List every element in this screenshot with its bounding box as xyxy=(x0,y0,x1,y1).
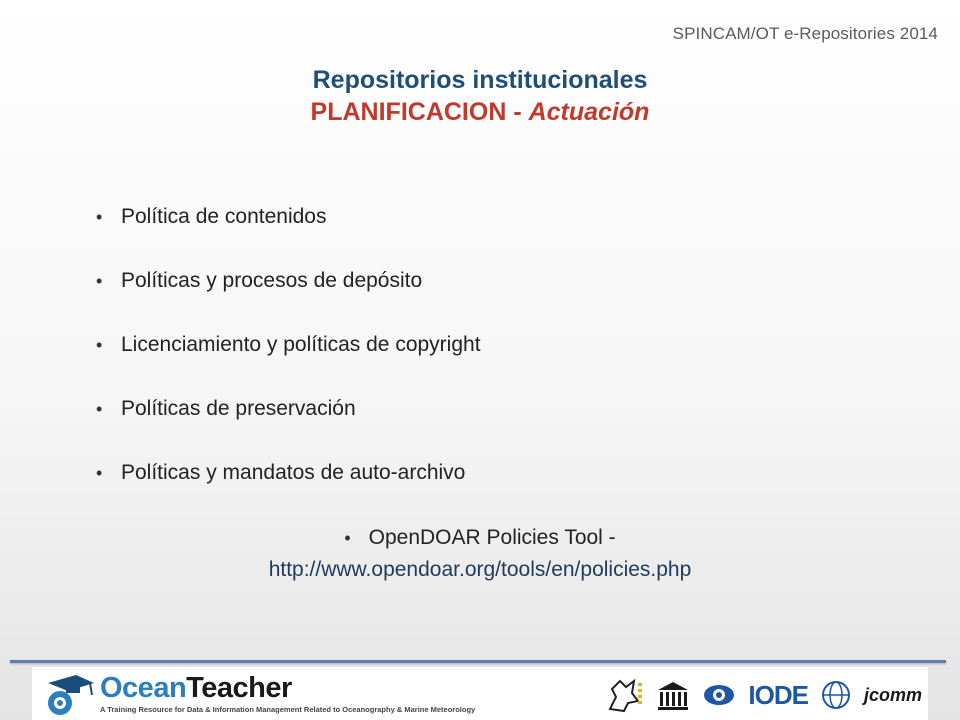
bullet-text: Políticas de preservación xyxy=(121,397,356,420)
page-subtitle xyxy=(0,96,960,128)
list-item xyxy=(96,200,481,264)
bullet-text: Políticas y procesos de depósito xyxy=(121,269,423,292)
flanders-lion-icon xyxy=(604,675,644,715)
subtitle-prefix: PLANIFICACION - xyxy=(310,98,529,126)
footer-divider xyxy=(10,660,946,663)
page-title: Repositorios institucionales xyxy=(312,66,648,94)
bullet-text: Políticas y mandatos de auto-archivo xyxy=(121,461,466,484)
unesco-temple-icon xyxy=(656,678,690,712)
jcomm-logo: jcomm xyxy=(863,684,922,705)
list-item xyxy=(96,392,481,456)
header-tag: SPINCAM/OT e-Repositories 2014 xyxy=(672,24,938,43)
subtitle-italic: Actuación xyxy=(528,98,650,126)
wmo-globe-icon xyxy=(820,679,852,711)
bullet-icon: • xyxy=(96,207,103,227)
oceanteacher-wordmark xyxy=(100,672,292,705)
tool-line xyxy=(0,522,960,554)
bullet-list xyxy=(96,200,481,520)
bullet-icon: • xyxy=(96,335,103,355)
list-item xyxy=(96,328,481,392)
list-item xyxy=(96,456,481,520)
iode-logo: IODE xyxy=(748,679,808,710)
graduation-cap-icon xyxy=(38,673,98,717)
ioc-eye-icon xyxy=(702,678,736,712)
tool-block xyxy=(0,522,960,585)
bullet-text: Política de contenidos xyxy=(121,205,327,228)
tool-label: OpenDOAR Policies Tool - xyxy=(368,526,616,549)
title-block xyxy=(0,64,960,128)
brand-teacher: Teacher xyxy=(186,672,292,704)
partner-logos xyxy=(592,673,922,717)
opendoar-link[interactable]: http://www.opendoar.org/tools/en/policies.php xyxy=(268,558,692,581)
bullet-icon: • xyxy=(344,528,351,548)
bullet-text: Licenciamiento y políticas de copyright xyxy=(121,333,481,356)
bullet-icon: • xyxy=(96,399,103,419)
footer-banner xyxy=(32,667,928,720)
oceanteacher-tagline: A Training Resource for Data & Information Management Related to Oceanography & Marine Meteorology xyxy=(100,705,476,714)
list-item xyxy=(96,264,481,328)
bullet-icon: • xyxy=(96,271,103,291)
brand-ocean: Ocean xyxy=(100,672,187,704)
bullet-icon: • xyxy=(96,463,103,483)
